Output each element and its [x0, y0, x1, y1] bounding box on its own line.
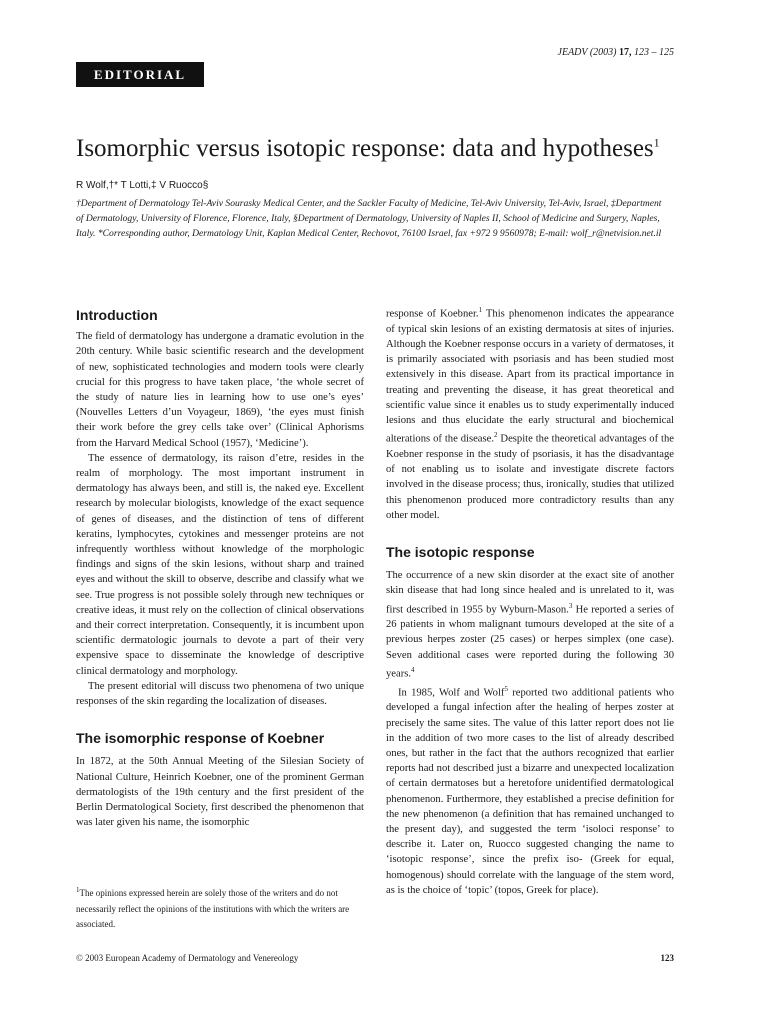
reference-mark: 1: [478, 306, 483, 314]
footnote-text: The opinions expressed herein are solely those of the writers and do not necessarily reflect the opinions of the institutions with which the writers are associated.: [76, 888, 350, 929]
page-number: 123: [660, 953, 674, 963]
text-segment: In 1985, Wolf and Wolf: [398, 687, 505, 699]
reference-mark: 2: [493, 431, 498, 440]
text-segment: The occurrence of a new skin disorder at the exact site of another skin disease that had long since healed and is unrelated to it, was first described in 1955 by Wyburn-Mason.: [386, 570, 674, 616]
paragraph-intro-1: The field of dermatology has undergone a dramatic evolution in the 20th century. While basic scientific research and the development of new, sophisticated technologies and modern tools were clearly crucial for this progress to have taken place, ‘the whole secret of the study of nature lies in learning how to use one’s eyes’ (Nouvelles Letters d’un Voyageur, 1869), ‘the eyes must finish their work before the grey cells take over’ (Clinical Aphorisms from the Harvard Medical School (1957), ‘Medicine’).: [76, 331, 364, 449]
article-title: [76, 135, 660, 163]
paragraph-isotopic-2: [386, 682, 674, 898]
paragraph-isotopic-1: [386, 568, 674, 681]
journal-volume: 17,: [619, 47, 632, 58]
left-column: [76, 308, 364, 831]
copyright: © 2003 European Academy of Dermatology and Venereology: [76, 953, 299, 963]
footnote-mark: 1: [76, 886, 80, 894]
paragraph-koebner-1: In 1872, at the 50th Annual Meeting of the Silesian Society of National Culture, Heinrich Koebner, one of the prominent German dermatologists of the 19th century and the first president of the Berlin Dermatological Society, first described the phenomenon that was later given his name, the isomorphic: [76, 756, 364, 829]
journal-name: JEADV: [557, 47, 588, 58]
text-segment: This phenomenon indicates the appearance of typical skin lesions of an existing dermatosis at sites of injuries. Although the Koebner response occurs in a variety of dermatoses, it is primarily associated with psoriasis and has been studied most extensively in this disease. Apart from its practical importance in treating and preventing the disease, it has great theoretical and scientific value since it enables us to study experimentally induced lesions and thus elucidate the early structural and biochemical alterations of the disease.: [386, 308, 675, 445]
title-text: Isomorphic versus isotopic response: data and hypotheses: [76, 135, 654, 162]
text-segment: response of Koebner.: [386, 308, 479, 320]
journal-year: (2003): [589, 47, 617, 58]
section-banner: EDITORIAL: [76, 62, 204, 87]
paragraph-intro-2: The essence of dermatology, its raison d’etre, resides in the realm of morphology. The most important instrument in dermatology has always been, and still is, the naked eye. Excellent research by molecular biologists, knowledge of the exact sequence of genes of diseases, and the distinction of tens of different keratins, lymphocytes, cytokines and messenger proteins are not infrequently worthless without knowledge of the morphologic findings and signs of the skin lesions, without sharp and trained eyes and without the skill to observe, describe and classify what we see. True progress is not possible solely through new techniques or creative ideas, it must rely on the collection of clinical observations and their correct interpretation. Consequently, it is incumbent upon scientific dermatologic journals to devote a part of their very expensive space to disseminate the knowledge of descriptive clinical dermatology and morphology.: [76, 452, 364, 677]
text-segment: reported two additional patients who developed a fungal infection after the healing of herpes zoster at precisely the same sites. The value of this latter report does not lie in the addition of two more cases to the list of already described ones, but rather in the fact that the authors recognized that earlier reports had not described just a bizarre and unexpected localization of certain dermatoses but a heretofore unidentified dermatological phenomenon. Furthermore, they established a precise definition for the new phenomenon (a definition that has remained unchanged to the present day), and suggested the term ‘isoloci response’ to describe it. Later on, Ruocco suggested changing the name to ‘isotopic response’, since the prefix iso- (Greek for equal, homogenous) should correlate with the language of the stem word, as is the choice of ‘topic’ (topos, Greek for place).: [386, 687, 674, 896]
reference-mark: 5: [504, 684, 508, 693]
heading-isotopic: The isotopic response: [386, 543, 535, 560]
authors: R Wolf,†* T Lotti,‡ V Ruocco§: [76, 180, 209, 191]
heading-introduction: Introduction: [76, 307, 158, 323]
text-segment: He reported a series of 26 patients in whom malignant tumours developed at the site of a previous herpes zoster (25 cases) or herpes simplex (one case). Seven additional cases were reported during the following 30 years.: [386, 604, 674, 680]
title-footnote-mark: 1: [653, 135, 660, 150]
reference-mark: 4: [411, 665, 415, 674]
text-segment: Despite the theoretical advantages of the Koebner response in the study of psoriasis, it has the disadvantage of not enabling us to isolate and investigate discrete factors involved in the disease process; thus, ironically, studies that utilized this phenomenon produced more contradictory results than any other model.: [386, 433, 675, 521]
affiliations: †Department of Dermatology Tel-Aviv Sourasky Medical Center, and the Sackler Faculty of Medicine, Tel-Aviv University, Tel-Aviv, Israel, ‡Department of Dermatology, University of Florence, Florence, Italy, §Department of Dermatology, University of Naples II, School of Medicine and Surgery, Naples, Italy. *Corresponding author, Dermatology Unit, Kaplan Medical Center, Rechovot, 76100 Israel, fax +972 9 9560978; E-mail: wolf_r@netvision.net.il: [76, 198, 662, 239]
journal-citation: [558, 47, 674, 58]
heading-koebner: The isomorphic response of Koebner: [76, 730, 325, 747]
reference-mark: 3: [568, 601, 573, 610]
footnote: [76, 883, 364, 933]
journal-pages: 123 – 125: [634, 47, 674, 58]
paragraph-koebner-2: [386, 303, 674, 523]
paragraph-intro-3: The present editorial will discuss two phenomena of two unique responses of the skin regarding the localization of diseases.: [76, 680, 364, 708]
right-column: [386, 303, 674, 898]
